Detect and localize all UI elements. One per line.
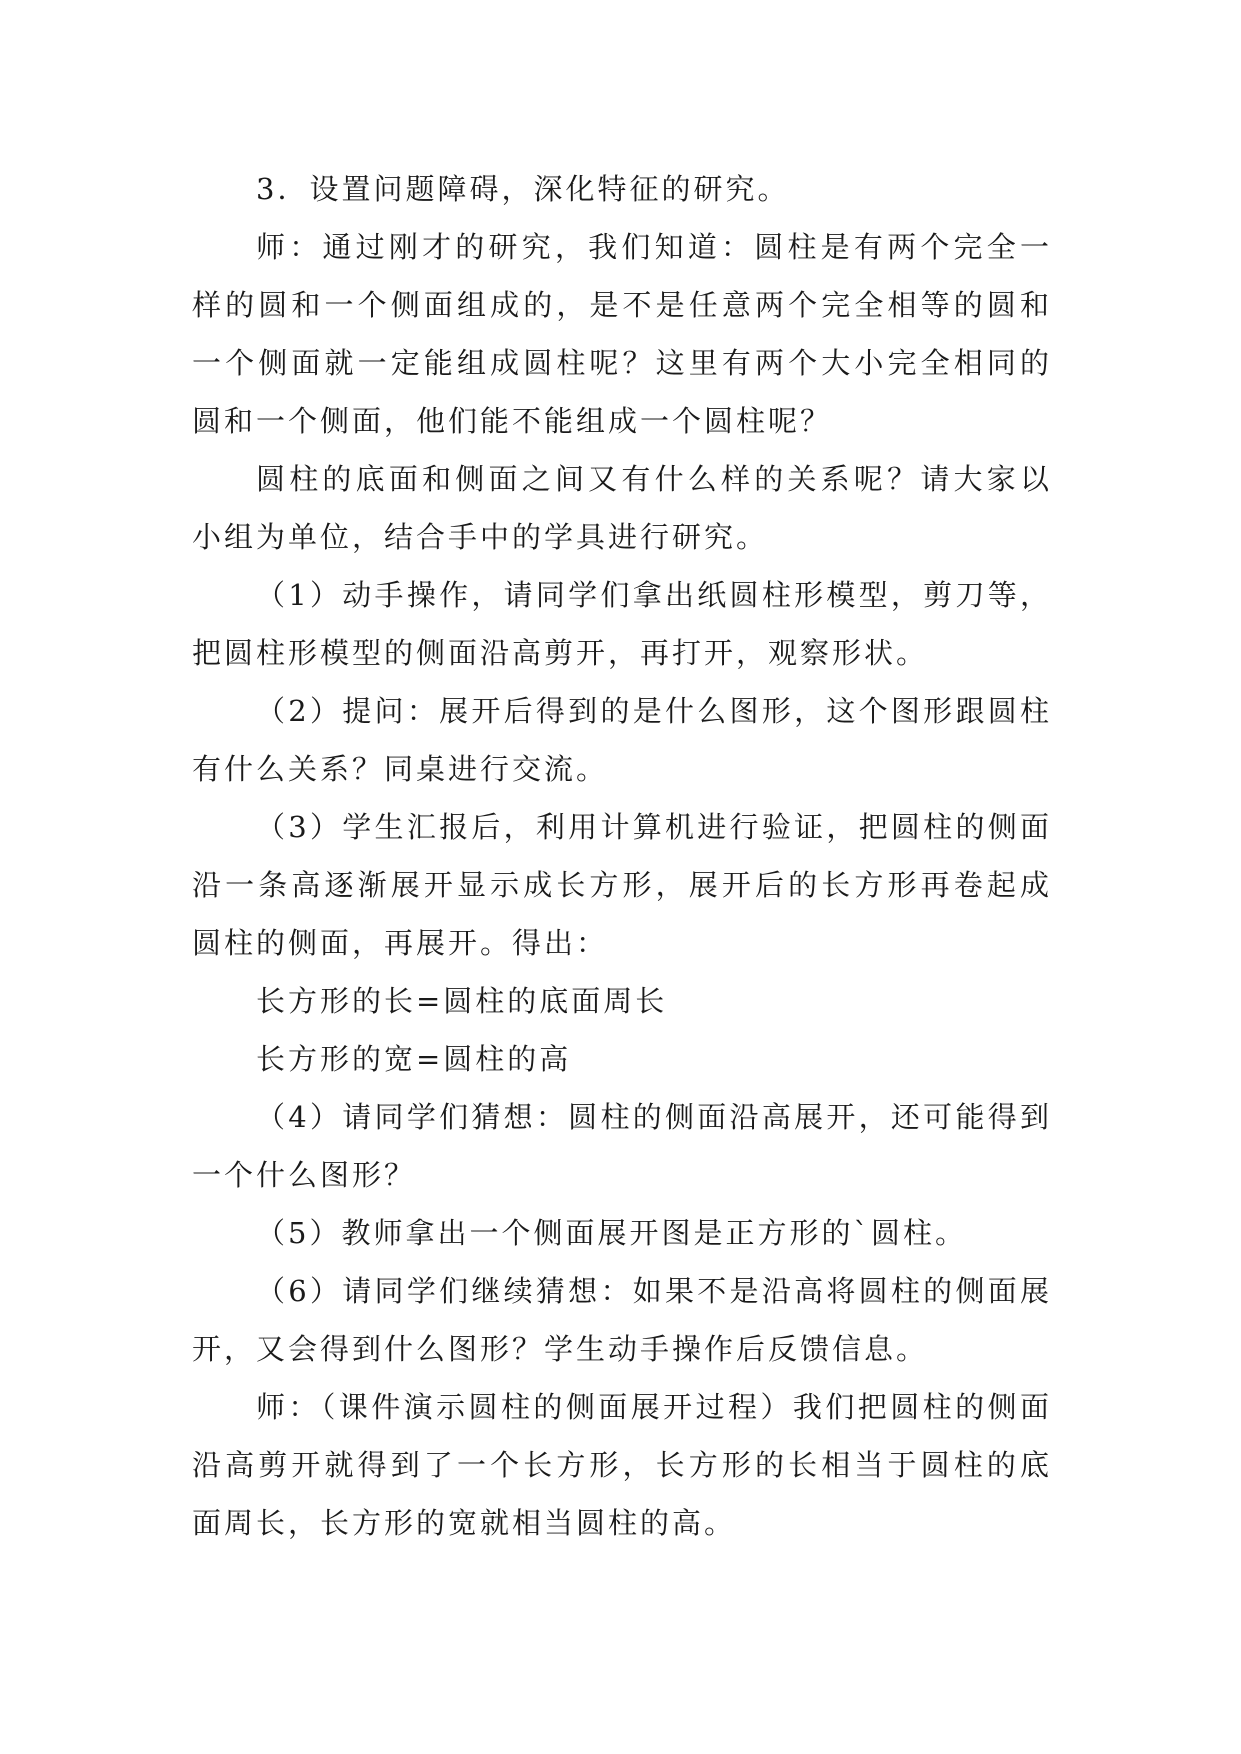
paragraph-teacher-question: 师：通过刚才的研究，我们知道：圆柱是有两个完全一样的圆和一个侧面组成的，是不是任意两个完全相等的圆和一个侧面就一定能组成圆柱呢？这里有两个大小完全相同的圆和一个侧面，他们能不能组成一个圆柱呢？ xyxy=(192,230,1052,438)
document-body xyxy=(192,160,1052,1552)
section-heading: 3．设置问题障碍，深化特征的研究。 xyxy=(256,172,790,206)
step-1: （1）动手操作，请同学们拿出纸圆柱形模型，剪刀等，把圆柱形模型的侧面沿高剪开，再打开，观察形状。 xyxy=(192,578,1052,670)
step-5: （5）教师拿出一个侧面展开图是正方形的`圆柱。 xyxy=(256,1216,967,1250)
paragraph-relationship-question: 圆柱的底面和侧面之间又有什么样的关系呢？请大家以小组为单位，结合手中的学具进行研究。 xyxy=(192,462,1052,554)
step-3: （3）学生汇报后，利用计算机进行验证，把圆柱的侧面沿一条高逐渐展开显示成长方形，展开后的长方形再卷起成圆柱的侧面，再展开。得出： xyxy=(192,810,1052,960)
formula-length: 长方形的长=圆柱的底面周长 xyxy=(256,984,668,1018)
formula-width: 长方形的宽=圆柱的高 xyxy=(256,1042,572,1076)
step-2: （2）提问：展开后得到的是什么图形，这个图形跟圆柱有什么关系？同桌进行交流。 xyxy=(192,694,1052,786)
step-6: （6）请同学们继续猜想：如果不是沿高将圆柱的侧面展开，又会得到什么图形？学生动手操作后反馈信息。 xyxy=(192,1274,1052,1366)
step-4: （4）请同学们猜想：圆柱的侧面沿高展开，还可能得到一个什么图形？ xyxy=(192,1100,1052,1192)
paragraph-teacher-summary: 师：（课件演示圆柱的侧面展开过程）我们把圆柱的侧面沿高剪开就得到了一个长方形，长方形的长相当于圆柱的底面周长，长方形的宽就相当圆柱的高。 xyxy=(192,1390,1052,1540)
